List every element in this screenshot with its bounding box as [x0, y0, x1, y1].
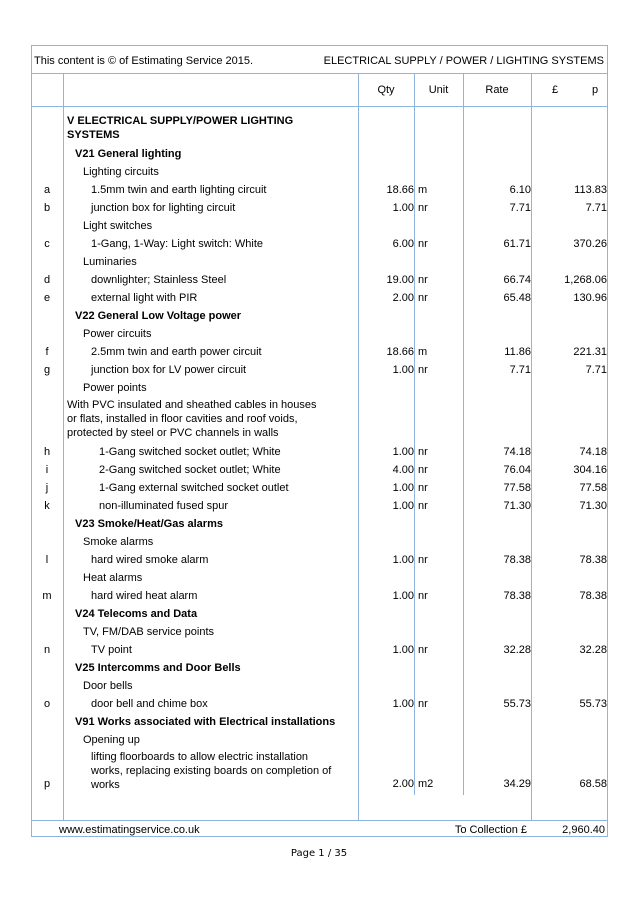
- item-unit: nr: [418, 202, 428, 214]
- section-heading: [32, 114, 609, 146]
- item-amount: 32.28: [579, 644, 607, 656]
- item-qty: 1.00: [392, 482, 414, 494]
- item-unit: nr: [418, 446, 428, 458]
- subheading: [32, 678, 609, 696]
- item-qty: 2.00: [392, 292, 414, 304]
- page-number: Page 1 / 35: [290, 848, 348, 859]
- item-qty: 4.00: [392, 464, 414, 476]
- item-description: hard wired smoke alarm: [91, 554, 209, 566]
- collection-label: To Collection £: [454, 824, 527, 836]
- line-item: [32, 362, 609, 380]
- item-unit: nr: [418, 482, 428, 494]
- item-description: external light with PIR: [91, 292, 198, 304]
- item-label: p: [43, 778, 51, 790]
- item-qty: 1.00: [392, 446, 414, 458]
- subheading: [32, 254, 609, 272]
- section-heading: [32, 516, 609, 534]
- line-item: [32, 200, 609, 218]
- line-item: [32, 696, 609, 714]
- item-amount: 55.73: [579, 698, 607, 710]
- section-title: ELECTRICAL SUPPLY / POWER / LIGHTING SYSTEMS: [323, 55, 604, 67]
- copyright-notice: This content is © of Estimating Service 2015.: [34, 55, 254, 67]
- item-unit: nr: [418, 698, 428, 710]
- item-rate: 65.48: [503, 292, 531, 304]
- col-qty-header: Qty: [377, 84, 395, 96]
- item-rate: 11.86: [504, 346, 531, 358]
- section-heading: [32, 146, 609, 164]
- item-description: Opening up: [83, 734, 140, 746]
- item-rate: 78.38: [503, 554, 531, 566]
- item-amount: 130.96: [573, 292, 607, 304]
- item-rate: 61.71: [503, 238, 531, 250]
- item-label: j: [45, 482, 49, 494]
- section-heading: [32, 606, 609, 624]
- item-description: V91 Works associated with Electrical installations: [75, 716, 336, 728]
- item-description: Luminaries: [83, 256, 137, 268]
- item-label: k: [44, 500, 50, 512]
- line-item: [32, 272, 609, 290]
- item-amount: 77.58: [579, 482, 607, 494]
- item-amount: 370.26: [573, 238, 607, 250]
- item-label: i: [45, 464, 49, 476]
- line-item: [32, 588, 609, 606]
- collection-total: 2,960.40: [562, 824, 605, 836]
- subheading: [32, 534, 609, 552]
- item-rate: 71.30: [503, 500, 531, 512]
- item-description: 2-Gang switched socket outlet; White: [99, 464, 281, 476]
- item-qty: 1.00: [392, 202, 414, 214]
- item-description: V22 General Low Voltage power: [75, 310, 242, 322]
- item-rate: 6.10: [509, 184, 531, 196]
- item-unit: m: [418, 346, 428, 358]
- item-description: Light switches: [83, 220, 153, 232]
- item-label: f: [45, 346, 49, 358]
- item-qty: 1.00: [392, 500, 414, 512]
- item-amount: 7.71: [585, 202, 607, 214]
- item-qty: 6.00: [392, 238, 414, 250]
- item-description: Smoke alarms: [83, 536, 154, 548]
- item-amount: 113.83: [574, 184, 607, 196]
- item-description: lifting floorboards to allow electric installation works, replacing existing boards on completion of works: [91, 751, 332, 791]
- line-item: [32, 462, 609, 480]
- subheading: [32, 398, 609, 444]
- item-description: TV, FM/DAB service points: [83, 626, 215, 638]
- item-qty: 1.00: [392, 364, 414, 376]
- item-rate: 7.71: [509, 202, 531, 214]
- item-rate: 7.71: [509, 364, 531, 376]
- line-item: [32, 290, 609, 308]
- item-amount: 1,268.06: [564, 274, 607, 286]
- item-rate: 34.29: [503, 778, 531, 790]
- estimate-sheet: [31, 45, 608, 837]
- col-unit-header: Unit: [428, 84, 449, 96]
- item-description: Power circuits: [83, 328, 152, 340]
- item-label: e: [43, 292, 51, 304]
- item-unit: nr: [418, 554, 428, 566]
- item-description: Lighting circuits: [83, 166, 159, 178]
- item-label: c: [44, 238, 50, 250]
- item-label: o: [43, 698, 51, 710]
- item-qty: 19.00: [386, 274, 414, 286]
- item-unit: nr: [418, 500, 428, 512]
- item-unit: nr: [418, 644, 428, 656]
- item-description: V21 General lighting: [75, 148, 182, 160]
- item-description: 1-Gang, 1-Way: Light switch: White: [91, 238, 263, 250]
- item-unit: nr: [418, 238, 428, 250]
- sheet-header: [32, 46, 607, 74]
- item-label: g: [43, 364, 51, 376]
- item-qty: 1.00: [392, 698, 414, 710]
- subheading: [32, 164, 609, 182]
- item-qty: 1.00: [392, 590, 414, 602]
- subheading: [32, 326, 609, 344]
- item-description: door bell and chime box: [91, 698, 208, 710]
- line-item: [32, 182, 609, 200]
- item-label: m: [42, 590, 52, 602]
- item-amount: 74.18: [579, 446, 607, 458]
- item-rate: 66.74: [503, 274, 531, 286]
- subheading: [32, 570, 609, 588]
- item-label: h: [43, 446, 51, 458]
- item-amount: 304.16: [573, 464, 607, 476]
- item-unit: m2: [418, 778, 434, 790]
- item-description: V ELECTRICAL SUPPLY/POWER LIGHTING SYSTEMS: [67, 115, 294, 141]
- section-heading: [32, 308, 609, 326]
- item-rate: 74.18: [503, 446, 531, 458]
- item-description: 1-Gang external switched socket outlet: [99, 482, 289, 494]
- item-unit: nr: [418, 274, 428, 286]
- section-heading: [32, 714, 609, 732]
- item-amount: 68.58: [579, 778, 607, 790]
- item-description: 1-Gang switched socket outlet; White: [99, 446, 281, 458]
- item-amount: 78.38: [579, 590, 607, 602]
- column-header-rule: [32, 106, 607, 107]
- item-unit: nr: [418, 464, 428, 476]
- item-label: n: [43, 644, 51, 656]
- item-description: 2.5mm twin and earth power circuit: [91, 346, 262, 358]
- item-description: V23 Smoke/Heat/Gas alarms: [75, 518, 223, 530]
- item-qty: 1.00: [392, 644, 414, 656]
- item-description: 1.5mm twin and earth lighting circuit: [91, 184, 267, 196]
- subheading: [32, 624, 609, 642]
- item-rate: 76.04: [503, 464, 531, 476]
- item-description: Heat alarms: [83, 572, 143, 584]
- item-qty: 18.66: [386, 346, 414, 358]
- item-rate: 32.28: [503, 644, 531, 656]
- item-amount: 71.30: [579, 500, 607, 512]
- item-description: Power points: [83, 382, 147, 394]
- subheading: [32, 380, 609, 398]
- line-item: [32, 552, 609, 570]
- item-rate: 55.73: [503, 698, 531, 710]
- item-description: non-illuminated fused spur: [99, 500, 229, 512]
- item-label: d: [43, 274, 51, 286]
- item-unit: nr: [418, 590, 428, 602]
- section-heading: [32, 660, 609, 678]
- item-rate: 78.38: [503, 590, 531, 602]
- col-rate-header: Rate: [485, 84, 509, 96]
- line-item: [32, 750, 609, 796]
- line-item: [32, 444, 609, 462]
- item-label: a: [43, 184, 51, 196]
- line-item: [32, 498, 609, 516]
- item-unit: m: [418, 184, 428, 196]
- item-description: With PVC insulated and sheathed cables in houses or flats, installed in floor cavities and roof voids, protected by steel or PVC channels in walls: [67, 399, 317, 439]
- item-description: V25 Intercomms and Door Bells: [75, 662, 241, 674]
- item-description: junction box for lighting circuit: [91, 202, 236, 214]
- item-description: V24 Telecoms and Data: [75, 608, 198, 620]
- item-label: l: [45, 554, 49, 566]
- col-pounds-header: £: [552, 84, 559, 96]
- item-rate: 77.58: [503, 482, 531, 494]
- subheading: [32, 732, 609, 750]
- col-pence-header: p: [592, 84, 599, 96]
- item-unit: nr: [418, 292, 428, 304]
- line-item: [32, 344, 609, 362]
- line-item: [32, 642, 609, 660]
- item-qty: 2.00: [392, 778, 414, 790]
- item-description: TV point: [91, 644, 132, 656]
- line-item: [32, 480, 609, 498]
- line-item: [32, 236, 609, 254]
- item-description: downlighter; Stainless Steel: [91, 274, 227, 286]
- item-unit: nr: [418, 364, 428, 376]
- item-amount: 7.71: [585, 364, 607, 376]
- item-description: Door bells: [83, 680, 133, 692]
- footer-rule: [32, 820, 607, 821]
- item-qty: 1.00: [392, 554, 414, 566]
- item-description: junction box for LV power circuit: [91, 364, 247, 376]
- item-amount: 221.31: [573, 346, 607, 358]
- item-qty: 18.66: [386, 184, 414, 196]
- item-description: hard wired heat alarm: [91, 590, 198, 602]
- subheading: [32, 218, 609, 236]
- website-link[interactable]: www.estimatingservice.co.uk: [59, 824, 200, 836]
- item-label: b: [43, 202, 51, 214]
- item-amount: 78.38: [579, 554, 607, 566]
